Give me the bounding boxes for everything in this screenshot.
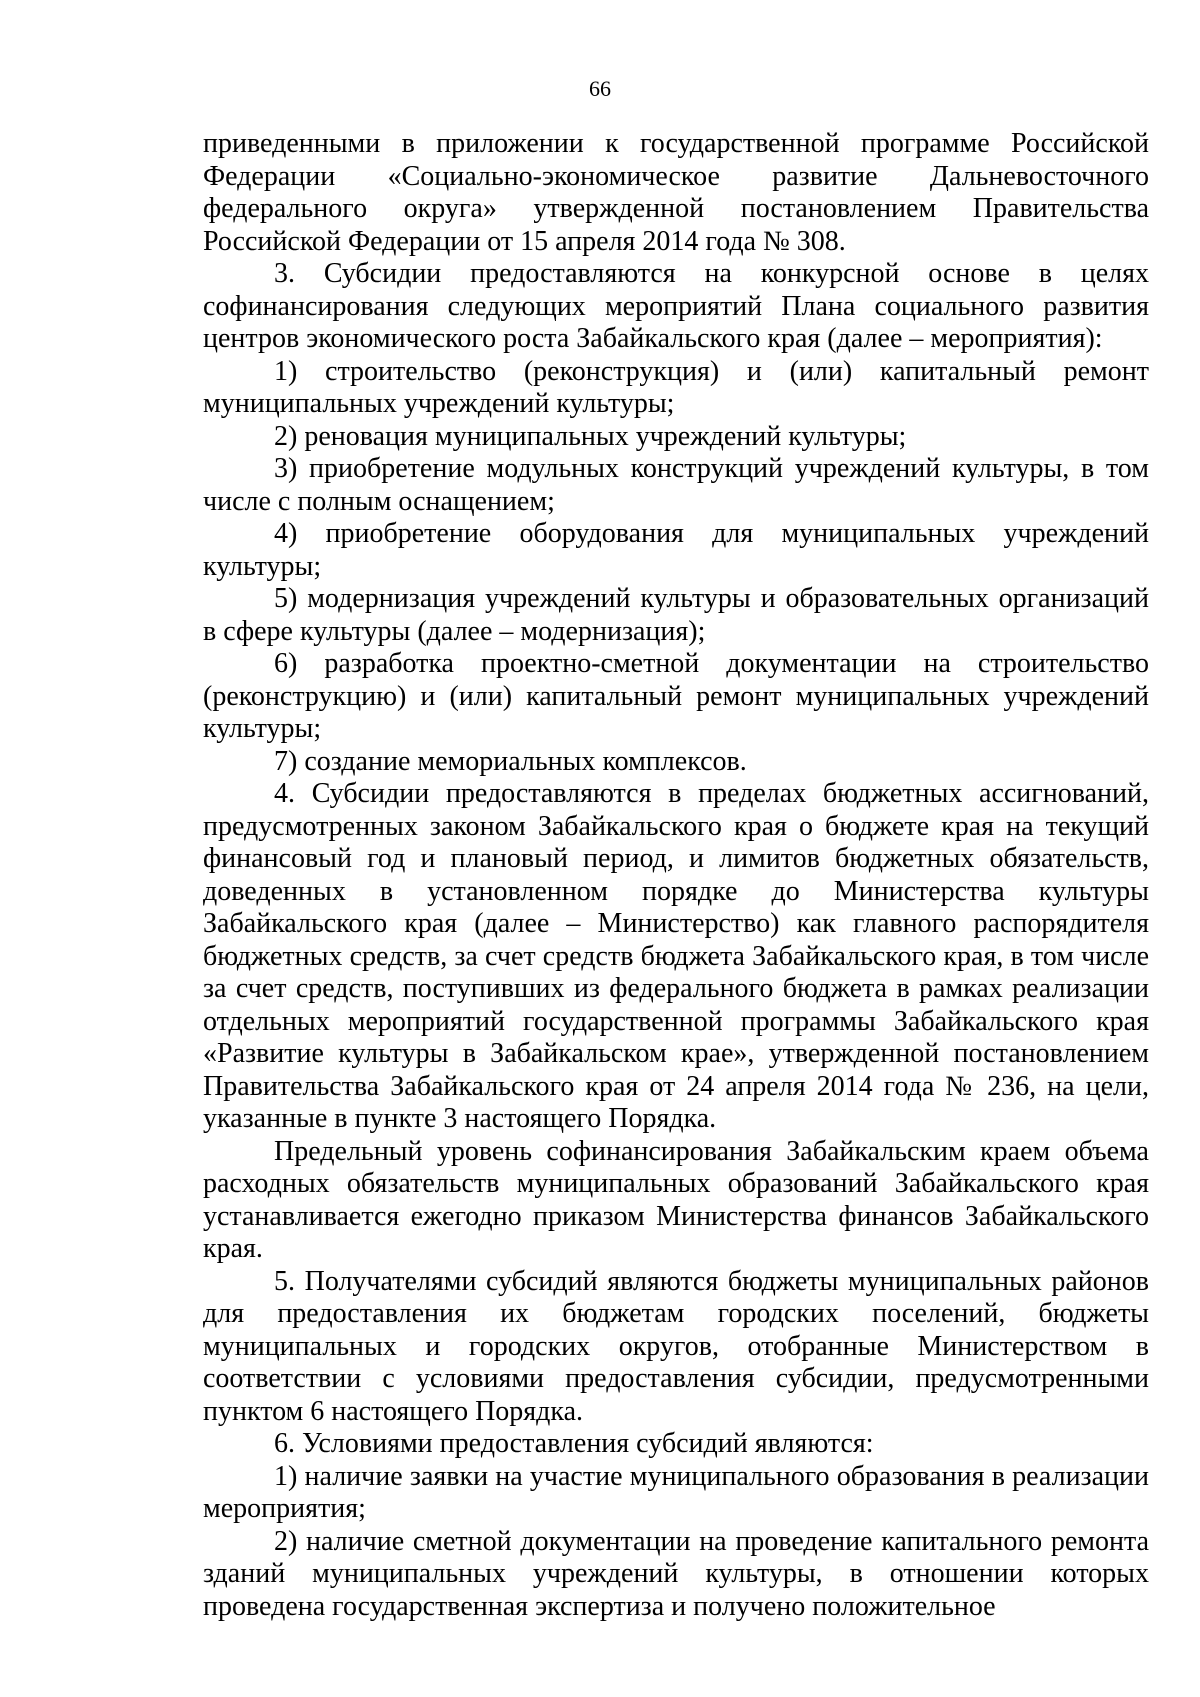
page-number: 66 <box>589 76 611 101</box>
paragraph-item-3: 3. Субсидии предоставляются на конкурсной основе в целях софинансирования следующих мероприятий Плана социального развития центров экономического роста Забайкальского края (далее – мероприятия): <box>203 258 1149 354</box>
paragraph-subitem-3-1: 1) строительство (реконструкция) и (или) капитальный ремонт муниципальных учреждений культуры; <box>203 355 1149 419</box>
paragraph-subitem-3-6: 6) разработка проектно-сметной документации на строительство (реконструкцию) и (или) капитальный ремонт муниципальных учреждений культуры; <box>203 648 1149 744</box>
paragraph-item-4: 4. Субсидии предоставляются в пределах бюджетных ассигнований, предусмотренных законом Забайкальского края о бюджете края на текущий финансовый год и плановый период, и лимитов бюджетных обязательств, доведенных в установленном порядке до Министерства культуры Забайкальского края (далее – Министерство) как главного распорядителя бюджетных средств, за счет средств бюджета Забайкальского края, в том числе за счет средств, поступивших из федерального бюджета в рамках реализации отдельных мероприятий государственной программы Забайкальского края «Развитие культуры в Забайкальском крае», утвержденной постановлением Правительства Забайкальского края от 24 апреля 2014 года № 236, на цели, указанные в пункте 3 настоящего Порядка. <box>203 778 1149 1134</box>
paragraph-item-5: 5. Получателями субсидий являются бюджеты муниципальных районов для предоставления их бюджетам городских поселений, бюджеты муниципальных и городских округов, отобранные Министерством в соответствии с условиями предоставления субсидии, предусмотренными пунктом 6 настоящего Порядка. <box>203 1265 1149 1427</box>
paragraph-cofinancing-level: Предельный уровень софинансирования Забайкальским краем объема расходных обязательств муниципальных образований Забайкальского края устанавливается ежегодно приказом Министерства финансов Забайкальского края. <box>203 1135 1149 1264</box>
paragraph-subitem-6-2: 2) наличие сметной документации на проведение капитального ремонта зданий муниципальных учреждений культуры, в отношении которых проведена государственная экспертиза и получено положительное <box>203 1525 1149 1622</box>
paragraph-continuation: приведенными в приложении к государственной программе Российской Федерации «Социально-экономическое развитие Дальневосточного федерального округа» утвержденной постановлением Правительства Российской Федерации от 15 апреля 2014 года № 308. <box>203 128 1149 257</box>
paragraph-subitem-3-4: 4) приобретение оборудования для муниципальных учреждений культуры; <box>203 518 1149 582</box>
paragraph-subitem-3-5: 5) модернизация учреждений культуры и образовательных организаций в сфере культуры (далее – модернизация); <box>203 583 1149 647</box>
paragraph-subitem-3-2: 2) реновация муниципальных учреждений культуры; <box>274 420 907 452</box>
paragraph-item-6: 6. Условиями предоставления субсидий являются: <box>274 1428 874 1459</box>
paragraph-subitem-6-1: 1) наличие заявки на участие муниципального образования в реализации мероприятия; <box>203 1460 1149 1524</box>
paragraph-subitem-3-7: 7) создание мемориальных комплексов. <box>274 745 747 777</box>
paragraph-subitem-3-3: 3) приобретение модульных конструкций учреждений культуры, в том числе с полным оснащением; <box>203 453 1149 517</box>
document-body <box>203 128 1149 1623</box>
